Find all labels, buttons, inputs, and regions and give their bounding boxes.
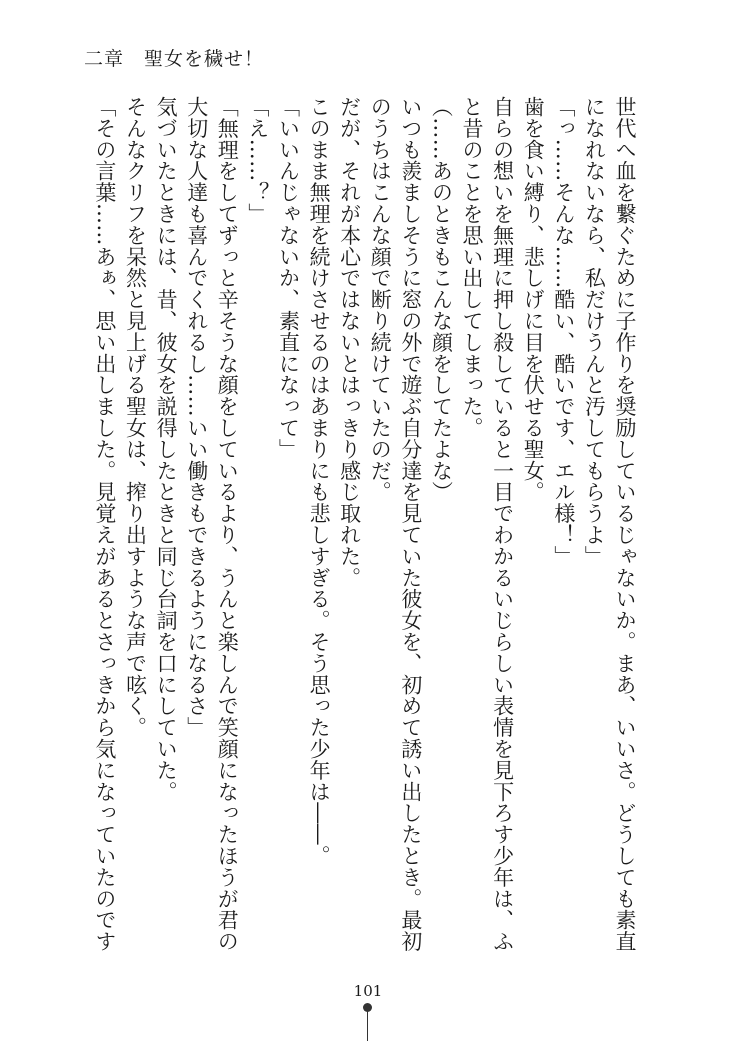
- body-text: [89, 96, 640, 956]
- paragraph: だが、それが本心ではないとはっきり感じ取れた。: [337, 96, 362, 589]
- paragraph: 自らの想いを無理に押し殺していると一目でわかるいじらしい表情を見下ろす少年は、ふと昔のことを思い出してしまった。: [460, 96, 515, 952]
- paragraph: 気づいたときには、昔、彼女を説得したときと同じ台詞を口にしていた。: [154, 96, 179, 803]
- marker-stem: [367, 1011, 368, 1041]
- running-header: 二章 聖女を穢せ！: [84, 48, 265, 70]
- paragraph: （……あのときもこんな顔をしてたよな）: [429, 96, 454, 503]
- paragraph: 歯を食い縛り、悲しげに目を伏せる聖女。: [521, 96, 546, 503]
- paragraph: いつも羨ましそうに窓の外で遊ぶ自分達を見ていた彼女を、初めて誘い出したとき。最初のうちはこんな顔で断り続けていたのだ。: [368, 96, 423, 952]
- paragraph: 「え……？」: [245, 96, 270, 225]
- page-marker-ornament: [367, 1003, 369, 1038]
- paragraph: 世代へ血を繋ぐために子作りを奨励しているじゃないか。まあ、いいさ。どうしても素直になれないなら、私だけうんと汚してもらうよ」: [582, 96, 637, 952]
- paragraph: 「いいんじゃないか、素直になって」: [276, 96, 301, 460]
- paragraph: このまま無理を続けさせるのはあまりにも悲しすぎる。そう思った少年は――。: [307, 96, 332, 867]
- paragraph: 「っ……そんな……酷い、酷いです、エル様！」: [551, 96, 576, 567]
- page-number: 101: [353, 982, 383, 1000]
- paragraph: 「その言葉……あぁ、思い出しました。見覚えがあるとさっきから気になっていたのです: [92, 96, 117, 952]
- paragraph: 「無理をしてずっと辛そうな顔をしているより、うんと楽しんで笑顔になったほうが君の大切な人達も喜んでくれるし……いい働きもできるようになるさ」: [184, 96, 240, 952]
- paragraph: そんなクリフを呆然と見上げる聖女は、搾り出すような声で呟く。: [123, 96, 148, 738]
